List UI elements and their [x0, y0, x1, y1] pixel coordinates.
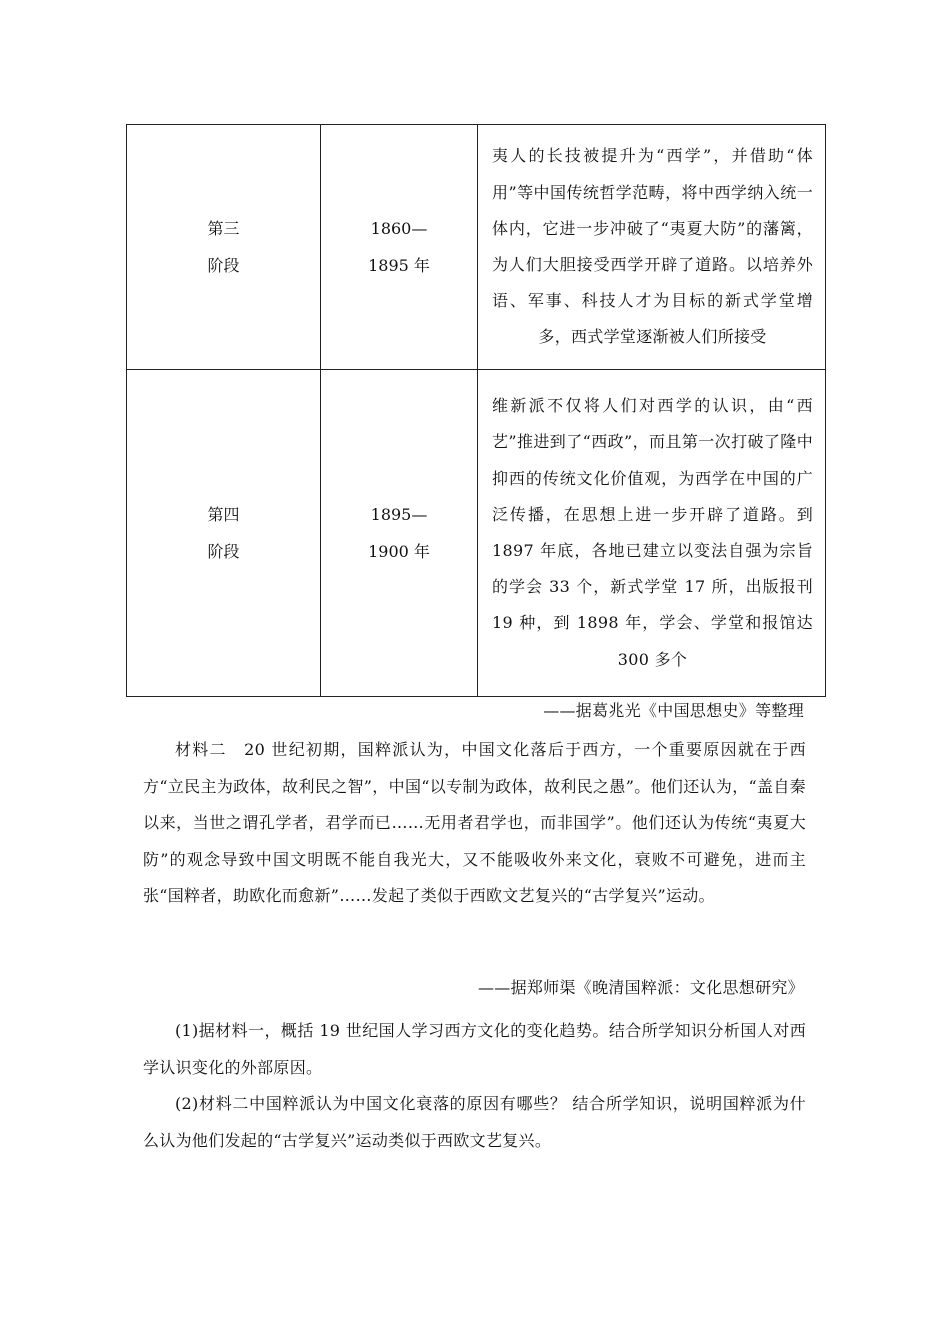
stage-label-line1: 第四: [207, 505, 240, 524]
description-cell: [478, 125, 826, 370]
period-line1: 1860—: [370, 219, 428, 238]
stage-cell: [127, 125, 321, 370]
stage-label-line2: 阶段: [207, 542, 240, 561]
stage-description: 维新派不仅将人们对西学的认识，由“西艺”推进到了“西政”，而且第一次打破了隆中抑西的传统文化价值观，为西学在中国的广泛传播，在思想上进一步开辟了道路。到 1897 年底，各地已建立以变法自强为宗旨的学会 33 个，新式学堂 17 所，出版报刊 19 种，到 1898 年，学会、学堂和报馆达 300 多个: [492, 396, 813, 669]
table-row-stage-4: [127, 370, 826, 697]
period-cell: [321, 125, 478, 370]
stage-label-line2: 阶段: [207, 256, 240, 275]
period-line1: 1895—: [370, 505, 428, 524]
material-two-paragraph: 材料二 20 世纪初期，国粹派认为，中国文化落后于西方，一个重要原因就在于西方“立民主为政体，故利民之智”，中国“以专制为政体，故利民之愚”。他们还认为，“盖自秦以来，当世之谓孔学者，君学而已……无用者君学也，而非国学”。他们还认为传统“夷夏大防”的观念导致中国文明既不能自我光大，又不能吸收外来文化，衰败不可避免，进而主张“国粹者，助欧化而愈新”……发起了类似于西欧文艺复兴的“古学复兴”运动。: [143, 740, 806, 905]
source-citation-1: ——据葛兆光《中国思想史》等整理: [543, 701, 804, 720]
stage-description: 夷人的长技被提升为“西学”，并借助“体用”等中国传统哲学范畴，将中西学纳入统一体内，它进一步冲破了“夷夏大防”的藩篱，为人们大胆接受西学开辟了道路。以培养外语、军事、科技人才为目标的新式学堂增多，西式学堂逐渐被人们所接受: [492, 146, 813, 347]
description-cell: [478, 370, 826, 697]
source-citation-2: ——据郑师渠《晚清国粹派：文化思想研究》: [477, 978, 804, 997]
period-line2: 1895 年: [368, 256, 430, 275]
stage-label-line1: 第三: [207, 219, 240, 238]
question-1: (1)据材料一，概括 19 世纪国人学习西方文化的变化趋势。结合所学知识分析国人对西学认识变化的外部原因。: [143, 1021, 806, 1077]
stage-cell: [127, 370, 321, 697]
question-2: (2)材料二中国粹派认为中国文化衰落的原因有哪些？ 结合所学知识，说明国粹派为什么认为他们发起的“古学复兴”运动类似于西欧文艺复兴。: [143, 1094, 806, 1150]
period-cell: [321, 370, 478, 697]
stages-table: [126, 124, 826, 697]
table-row-stage-3: [127, 125, 826, 370]
period-line2: 1900 年: [368, 542, 430, 561]
